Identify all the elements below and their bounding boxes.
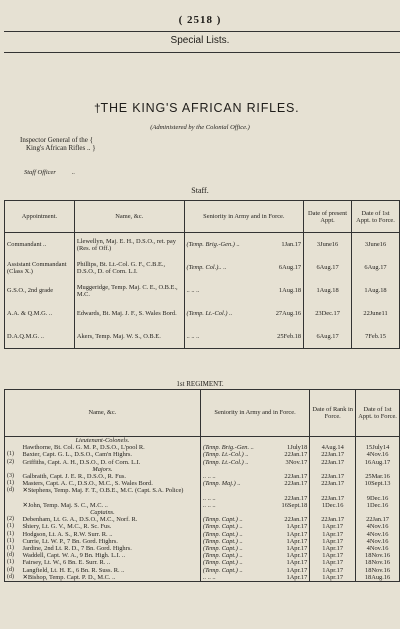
regiment-table <box>4 389 400 582</box>
empty-cell <box>356 509 400 516</box>
seniority-note: (Temp. Lt.-Col.) .. <box>202 451 249 459</box>
rank-date-cell: 22Jan.17 <box>310 459 356 466</box>
inspector-line-2: King's African Rifles .. } <box>26 144 96 152</box>
rank-date-cell: 1Apr.17 <box>310 574 356 582</box>
seniority-note: (Temp. Capt.) .. <box>202 559 243 567</box>
empty-cell <box>310 509 356 516</box>
rank-date-cell: 1Apr.17 <box>310 531 356 538</box>
seniority-date: 22Jan.17 <box>284 473 308 481</box>
note-number: (3) <box>5 473 19 480</box>
seniority-cell <box>184 325 304 349</box>
heading-rule <box>4 52 400 53</box>
first-appt-cell: 18Nov.16 <box>356 567 400 574</box>
first-appt-cell: 18Nov.16 <box>356 559 400 566</box>
seniority-date: 22Jan.17 <box>284 480 308 488</box>
section-heading-row <box>5 509 400 516</box>
table-row <box>5 538 400 545</box>
seniority-date: 1Jan.17 <box>281 241 302 248</box>
rank-section-heading: Majors. <box>5 466 201 473</box>
regiment-heading: 1st REGIMENT. <box>176 380 224 388</box>
header-present-appt: Date of present Appt. <box>304 201 352 233</box>
first-appt-cell: 4Nov.16 <box>356 523 400 530</box>
table-row <box>5 459 400 466</box>
seniority-date: 1Aug.18 <box>278 287 302 294</box>
section-heading-row <box>5 466 400 473</box>
regiment-table-body <box>5 437 400 582</box>
name-cell: Langfield, Lt. H. E., 6 Bn. R. Suss. R. .. <box>18 567 200 574</box>
table-row <box>5 473 400 480</box>
page-number: ( 2518 ) <box>178 14 222 26</box>
name-cell <box>18 495 200 502</box>
title-text: THE KING'S AFRICAN RIFLES. <box>100 101 300 115</box>
rank-date-cell: 1Apr.17 <box>310 567 356 574</box>
first-appt-cell: 25Mar.16 <box>356 473 400 480</box>
note-number: (1) <box>5 451 19 458</box>
present-cell: 6Aug.17 <box>304 325 352 349</box>
section-heading-row <box>5 437 400 445</box>
first-appt-cell: 15July14 <box>356 444 400 451</box>
seniority-date: 22Jan.17 <box>284 451 308 459</box>
table-row <box>5 233 400 257</box>
seniority-note: .. .. .. <box>186 333 200 340</box>
first-appt-cell: 18Nov.16 <box>356 552 400 559</box>
rank-date-cell: 22Jan.17 <box>310 516 356 523</box>
title-mark: † <box>94 101 102 115</box>
seniority-date: 22Jan.17 <box>284 494 308 502</box>
top-rule <box>4 31 400 32</box>
present-cell: 6Aug.17 <box>304 256 352 279</box>
seniority-note: (Temp. Capt.) .. <box>202 537 243 545</box>
note-number <box>5 502 19 509</box>
seniority-cell <box>184 256 304 279</box>
empty-cell <box>200 437 309 445</box>
seniority-cell <box>200 545 309 552</box>
seniority-cell <box>200 473 309 480</box>
table-row <box>5 545 400 552</box>
name-cell: Hawthorne, Bt. Col. G. M. P., D.S.O., L'pool R. <box>18 444 200 451</box>
staff-officer-dots: .. <box>71 169 75 176</box>
seniority-cell <box>200 531 309 538</box>
first-appt-cell: 4Nov.16 <box>356 545 400 552</box>
name-cell: Akers, Temp. Maj. W. S., O.B.E. <box>74 325 184 349</box>
rank-date-cell: 22Jan.17 <box>310 451 356 458</box>
seniority-note: .. .. .. <box>202 494 216 502</box>
seniority-cell <box>184 302 304 325</box>
seniority-date: 1Apr.17 <box>286 537 308 545</box>
rank-date-cell: 1Dec.16 <box>310 502 356 509</box>
table-row <box>5 279 400 302</box>
note-number: (d) <box>5 487 19 494</box>
name-cell: Debenham, Lt. G. A., D.S.O., M.C., Norf. R. <box>18 516 200 523</box>
table-row <box>5 256 400 279</box>
table-row <box>5 552 400 559</box>
rank-date-cell <box>310 487 356 494</box>
seniority-date: 22Jan.17 <box>284 516 308 524</box>
inspector-line-1: Inspector General of the { <box>20 136 93 144</box>
seniority-date: 1Apr.17 <box>286 523 308 531</box>
name-cell: ✕Bishop, Temp. Capt. P. D., M.C. .. <box>18 574 200 582</box>
header-first-appt: Date of 1st Appt. to Force. <box>352 201 400 233</box>
empty-cell <box>356 466 400 473</box>
name-cell: Shiery, Lt. G. V., M.C., R. Sc. Fus. <box>18 523 200 530</box>
header-seniority: Seniority in Army and in Force. <box>184 201 304 233</box>
name-cell: Hodgson, Lt. A. S., R.W. Surr. R. .. <box>18 531 200 538</box>
seniority-cell <box>200 502 309 509</box>
rank-date-cell: 22Jan.17 <box>310 495 356 502</box>
empty-cell <box>200 466 309 473</box>
name-cell: Galbraith, Capt. J. E. R., D.S.O., R. Fus. <box>18 473 200 480</box>
appointment-cell: Assistant Commandant (Class X.) <box>5 256 75 279</box>
seniority-note: .. .. .. <box>202 501 216 509</box>
rank-date-cell: 1Apr.17 <box>310 559 356 566</box>
table-row <box>5 502 400 509</box>
empty-cell <box>310 437 356 445</box>
seniority-cell <box>200 574 309 582</box>
seniority-cell <box>184 279 304 302</box>
header-rank-date: Date of Rank in Force. <box>310 390 356 437</box>
name-cell: Masters, Capt. A. C., D.S.O., M.C., S. Wales Bord. <box>18 480 200 487</box>
name-cell: Waddell, Capt. W. A., 9 Bn. High. L.I. .. <box>18 552 200 559</box>
seniority-date: 1Apr.17 <box>286 545 308 553</box>
empty-cell <box>310 466 356 473</box>
note-number: (2) <box>5 516 19 523</box>
table-row <box>5 523 400 530</box>
seniority-date: 3Nov.17 <box>285 458 308 466</box>
seniority-cell <box>184 233 304 257</box>
appointment-cell: A.A. & Q.M.G. .. <box>5 302 75 325</box>
name-cell: ✕Stephens, Temp. Maj. F. T., O.B.E., M.C. (Capt. S.A. Police) <box>18 487 200 494</box>
seniority-note: .. .. .. <box>202 473 216 481</box>
seniority-note: (Temp. Brig.-Gen. .. <box>202 444 254 452</box>
seniority-cell <box>200 567 309 574</box>
seniority-note: (Temp. Capt.) .. <box>202 516 243 524</box>
seniority-note: (Temp. Capt.) .. <box>202 523 243 531</box>
staff-officer-text: Staff Officer <box>24 169 56 176</box>
seniority-date: 25Feb.18 <box>277 333 302 340</box>
seniority-note: (Temp. Lt.-Col.) .. <box>186 310 233 317</box>
seniority-date: 6Aug.17 <box>278 264 302 271</box>
first-appt-cell <box>356 487 400 494</box>
note-number: (1) <box>5 545 19 552</box>
first-cell: 22June11 <box>352 302 400 325</box>
appointment-cell: G.S.O., 2nd grade <box>5 279 75 302</box>
empty-cell <box>356 437 400 445</box>
name-cell: Muggeridge, Temp. Maj. C. E., O.B.E., M.C. <box>74 279 184 302</box>
first-appt-cell: 4Nov.16 <box>356 451 400 458</box>
seniority-cell <box>200 552 309 559</box>
seniority-date: 27Aug.16 <box>275 310 302 317</box>
appointment-cell: D.A.Q.M.G. .. <box>5 325 75 349</box>
seniority-note: (Temp. Col.).. .. <box>186 264 227 271</box>
note-number: (1) <box>5 531 19 538</box>
seniority-note: (Temp. Brig.-Gen.) .. <box>186 241 240 248</box>
seniority-cell <box>200 495 309 502</box>
first-cell: 1Aug.18 <box>352 279 400 302</box>
note-number: (1) <box>5 538 19 545</box>
header-appointment: Appointment. <box>5 201 75 233</box>
seniority-note: .. .. .. <box>186 287 200 294</box>
seniority-cell <box>200 480 309 487</box>
table-row <box>5 495 400 502</box>
seniority-note: (Temp. Capt.) .. <box>202 545 243 553</box>
rank-date-cell: 1Apr.17 <box>310 523 356 530</box>
seniority-date: 1July18 <box>287 444 308 452</box>
staff-table-header <box>5 201 400 233</box>
seniority-cell <box>200 487 309 494</box>
present-cell: 23Dec.17 <box>304 302 352 325</box>
header-seniority: Seniority in Army and in Force. <box>200 390 309 437</box>
seniority-note: (Temp. Maj.) .. <box>202 480 241 488</box>
table-row <box>5 302 400 325</box>
name-cell: Griffiths, Capt. A. H., D.S.O., D. of Corn. L.I. <box>18 459 200 466</box>
name-cell: Baxter, Capt. G. L., D.S.O., Cam'n Highrs. <box>18 451 200 458</box>
rank-date-cell: 1Apr.17 <box>310 552 356 559</box>
first-appt-cell: 4Nov.16 <box>356 538 400 545</box>
name-cell: Llewellyn, Maj. E. H., D.S.O., ret. pay (Res. of Off.) <box>74 233 184 257</box>
page-title <box>0 101 400 115</box>
table-row <box>5 574 400 582</box>
rank-date-cell: 1Apr.17 <box>310 545 356 552</box>
seniority-date: 1Apr.17 <box>286 573 308 581</box>
first-appt-cell: 22Jan.17 <box>356 516 400 523</box>
note-number: (1) <box>5 559 19 566</box>
empty-cell <box>200 509 309 516</box>
table-row <box>5 325 400 349</box>
seniority-note: (Temp. Capt.) .. <box>202 530 243 538</box>
note-number: (d) <box>5 552 19 559</box>
first-appt-cell: 10Sept.13 <box>356 480 400 487</box>
seniority-note: (Temp. Capt.) .. <box>202 566 243 574</box>
first-appt-cell: 18Aug.16 <box>356 574 400 582</box>
seniority-date: 1Apr.17 <box>286 552 308 560</box>
header-first-appt: Date of 1st Appt. to Force. <box>356 390 400 437</box>
seniority-cell <box>200 459 309 466</box>
table-row <box>5 451 400 458</box>
rank-date-cell: 22Jan.17 <box>310 480 356 487</box>
rank-section-heading: Lieutenant-Colonels. <box>5 437 201 445</box>
name-cell: Edwards, Bt. Maj. J. F., S. Wales Bord. <box>74 302 184 325</box>
table-row <box>5 516 400 523</box>
seniority-cell <box>200 444 309 451</box>
table-row <box>5 531 400 538</box>
administered-note: (Administered by the Colonial Office.) <box>150 124 250 131</box>
table-row <box>5 559 400 566</box>
header-name: Name, &c. <box>5 390 201 437</box>
rank-date-cell: 4Aug.14 <box>310 444 356 451</box>
seniority-note: (Temp. Lt.-Col.) .. <box>202 458 249 466</box>
table-row <box>5 567 400 574</box>
note-number: (1) <box>5 523 19 530</box>
note-number: (1) <box>5 480 19 487</box>
name-cell: Phillips, Bt. Lt.-Col. G. F., C.B.E., D.S.O., D. of Corn. L.I. <box>74 256 184 279</box>
seniority-note: .. .. .. <box>202 573 216 581</box>
seniority-note: (Temp. Capt.) .. <box>202 552 243 560</box>
rank-section-heading: Captains. <box>5 509 201 516</box>
name-cell: Jardine, 2nd Lt. R. D., 7 Bn. Gord. Highrs. <box>18 545 200 552</box>
name-cell: ✕John, Temp. Maj. S. C., M.C. .. <box>18 502 200 509</box>
note-number: (2) <box>5 459 19 466</box>
seniority-cell <box>200 538 309 545</box>
present-cell: 1Aug.18 <box>304 279 352 302</box>
seniority-date: 1Apr.17 <box>286 566 308 574</box>
first-cell: 6Aug.17 <box>352 256 400 279</box>
section-heading: Special Lists. <box>170 35 230 46</box>
first-appt-cell: 9Dec.16 <box>356 495 400 502</box>
regiment-table-header <box>5 390 400 437</box>
header-name: Name, &c. <box>74 201 184 233</box>
first-appt-cell: 4Nov.16 <box>356 531 400 538</box>
seniority-date: 1Apr.17 <box>286 530 308 538</box>
name-cell: Fairsey, Lt. W., 6 Bn. E. Surr. R. .. <box>18 559 200 566</box>
present-cell: 3June16 <box>304 233 352 257</box>
seniority-date: 16Sept.18 <box>281 501 308 509</box>
name-cell: Currie, Lt. W. P., 7 Bn. Gord. Highrs. <box>18 538 200 545</box>
first-cell: 3June16 <box>352 233 400 257</box>
staff-heading: Staff. <box>191 186 209 195</box>
seniority-cell <box>200 559 309 566</box>
rank-date-cell: 22Jan.17 <box>310 473 356 480</box>
seniority-date: 1Apr.17 <box>286 559 308 567</box>
first-appt-cell: 1Dec.16 <box>356 502 400 509</box>
table-row <box>5 444 400 451</box>
rank-date-cell: 1Apr.17 <box>310 538 356 545</box>
table-row <box>5 487 400 494</box>
table-row <box>5 480 400 487</box>
note-number: (d) <box>5 567 19 574</box>
staff-officer-label <box>24 169 75 176</box>
first-cell: 7Feb.15 <box>352 325 400 349</box>
seniority-cell <box>200 451 309 458</box>
seniority-cell <box>200 516 309 523</box>
note-number <box>5 495 19 502</box>
staff-table <box>4 200 400 349</box>
first-appt-cell: 16Aug.17 <box>356 459 400 466</box>
appointment-cell: Commandant .. <box>5 233 75 257</box>
note-number: (d) <box>5 574 19 582</box>
seniority-cell <box>200 523 309 530</box>
